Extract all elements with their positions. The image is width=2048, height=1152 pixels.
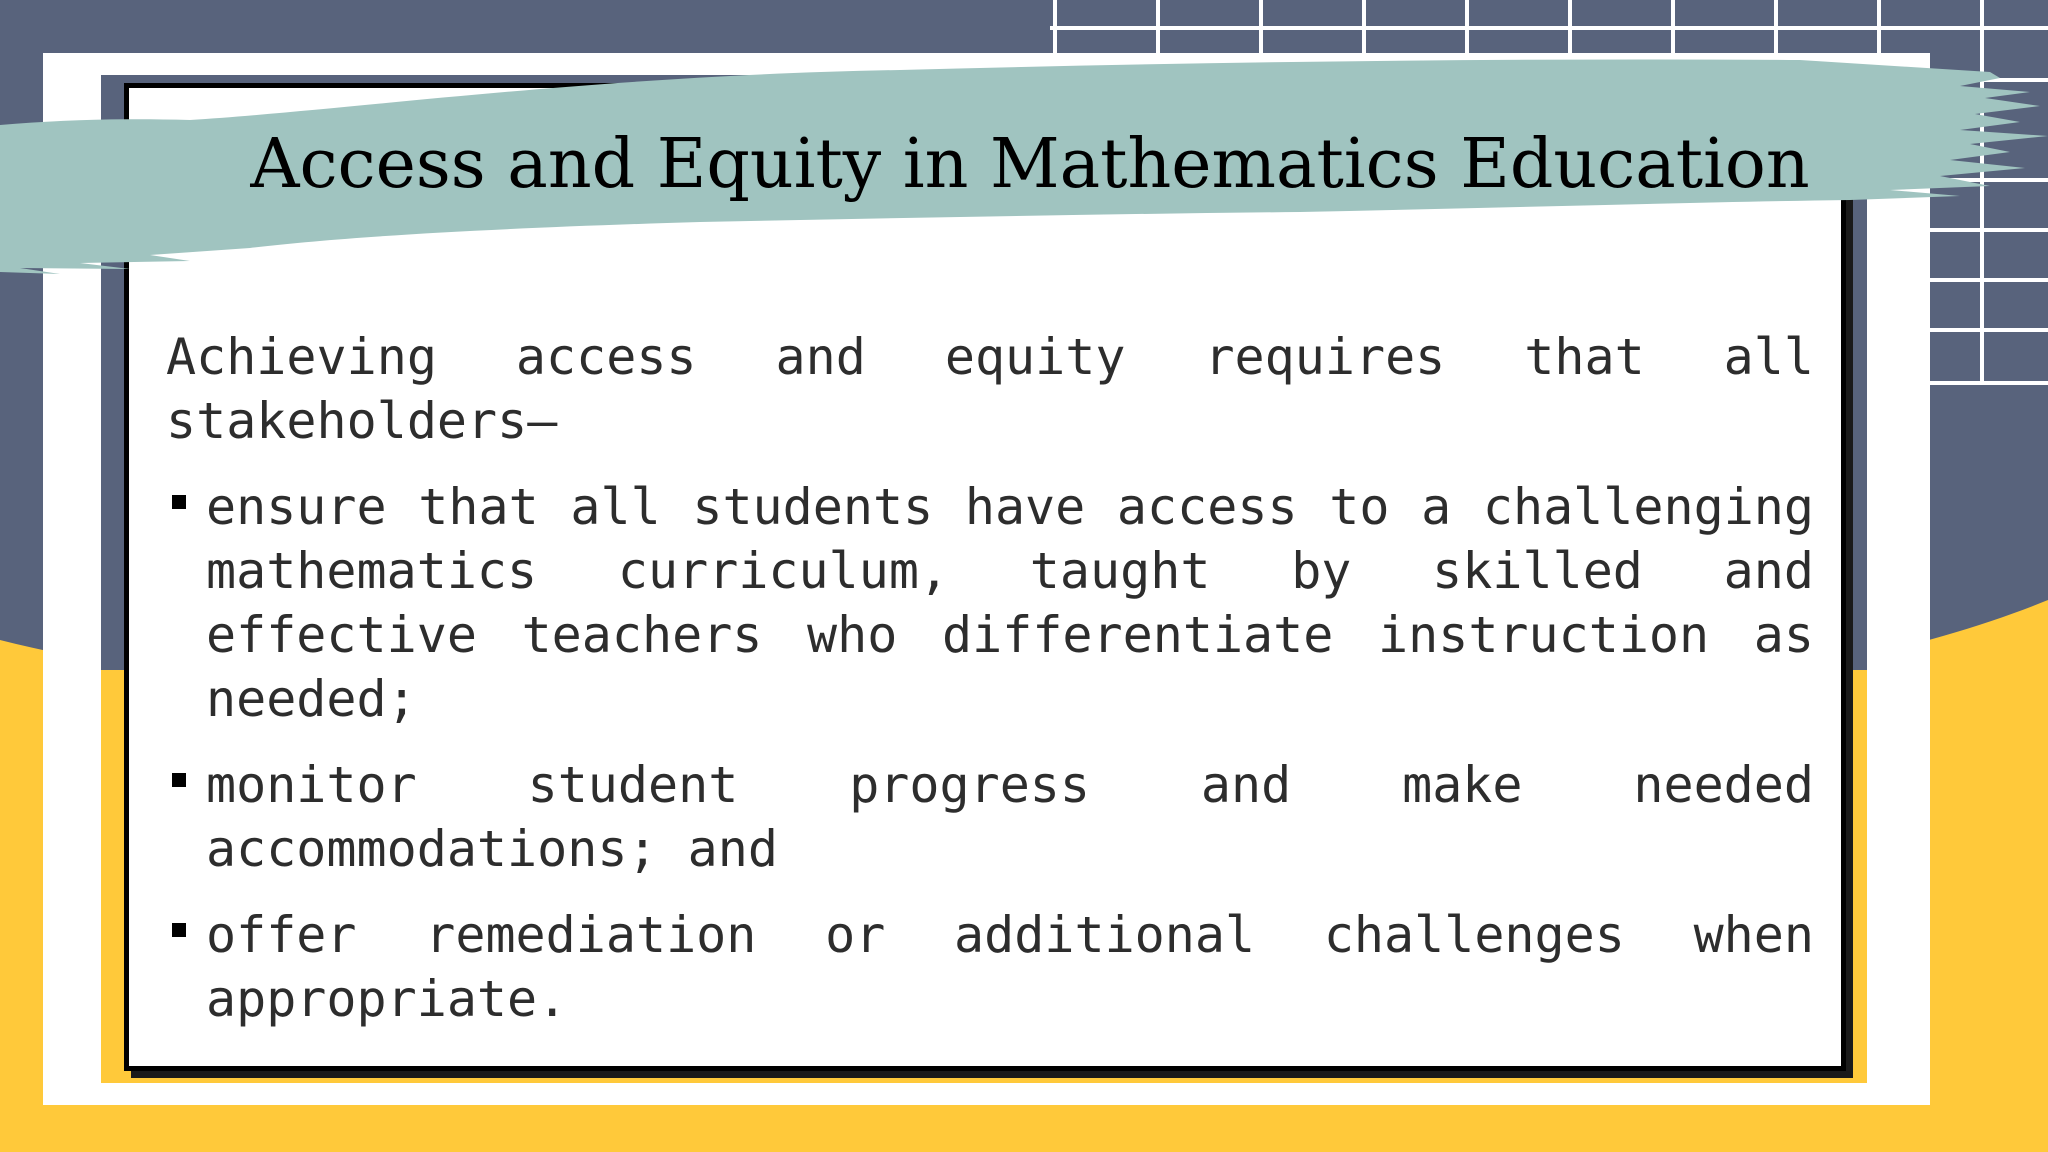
list-item (166, 753, 1814, 881)
bullet-list (166, 475, 1814, 1031)
slide-title: Access and Equity in Mathematics Education (250, 125, 1810, 204)
bullet-text: monitor student progress and make needed accommodations; and (206, 756, 1814, 878)
square-bullet-icon (172, 923, 186, 937)
bullet-text: ensure that all students have access to a challenging mathematics curriculum, taught by skilled and effective teachers who differentiate instruction as needed; (206, 478, 1814, 728)
square-bullet-icon (172, 495, 186, 509)
square-bullet-icon (172, 773, 186, 787)
list-item (166, 475, 1814, 731)
bullet-text: offer remediation or additional challenges when appropriate. (206, 906, 1814, 1028)
intro-text: Achieving access and equity requires that all stakeholders— (166, 328, 1814, 450)
list-item (166, 903, 1814, 1031)
slide-body (166, 325, 1814, 1053)
